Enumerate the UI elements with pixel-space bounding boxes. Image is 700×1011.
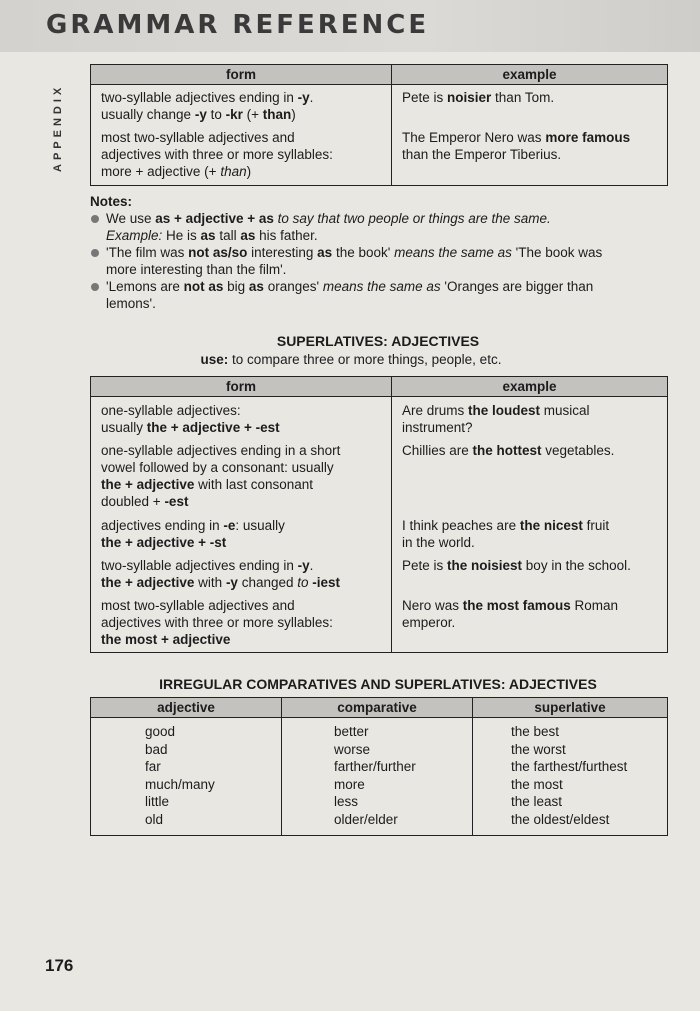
page-number: 176 [45, 956, 74, 975]
comparatives-header-form: form [91, 65, 392, 85]
list-item: more [334, 776, 365, 792]
list-item: worse [334, 741, 371, 757]
superlatives-form-cell: one-syllable adjectives ending in a short vowel followed by a consonant: usually the + adjective with last consonant doubled + -est [91, 439, 392, 513]
superlatives-header-form: form [91, 377, 392, 397]
use-text: to compare three or more things, people, etc. [228, 352, 502, 367]
superlative-column [473, 718, 668, 836]
table-row [91, 594, 668, 653]
list-item: old [145, 811, 164, 827]
comparatives-form-cell: most two-syllable adjectives and adjectives with three or more syllables: more + adjective (+ than) [91, 126, 392, 186]
comparatives-example-cell: Pete is noisier than Tom. [392, 85, 668, 127]
table-row [91, 126, 668, 186]
bullet-icon [91, 249, 99, 257]
list-item: the least [511, 794, 563, 810]
comparative-column [282, 718, 473, 836]
list-item: older/elder [334, 811, 398, 827]
table-row [91, 439, 668, 513]
list-item: less [334, 794, 359, 810]
irregular-table [90, 697, 668, 836]
list-item: the farthest/furthest [511, 759, 628, 775]
table-row [91, 397, 668, 440]
superlatives-form-cell: two-syllable adjectives ending in -y. the + adjective with -y changed to -iest [91, 554, 392, 594]
superlatives-example-cell: I think peaches are the nicest fruit in the world. [392, 513, 668, 554]
table-row [91, 513, 668, 554]
superlatives-title: SUPERLATIVES: ADJECTIVES [276, 333, 480, 349]
list-item: much/many [145, 776, 215, 792]
superlatives-use-line [0, 352, 700, 367]
superlatives-form-cell: most two-syllable adjectives and adjectives with three or more syllables: the most + adjective [91, 594, 392, 653]
adjective-column [91, 718, 282, 836]
superlatives-example-cell: Nero was the most famous Roman emperor. [392, 594, 668, 653]
table-row [91, 718, 668, 836]
page-title: GRAMMAR REFERENCE [46, 10, 430, 40]
superlatives-table [90, 376, 668, 653]
superlatives-header-example: example [392, 377, 668, 397]
comparatives-table [90, 64, 668, 186]
comparatives-example-cell: The Emperor Nero was more famous than the Emperor Tiberius. [392, 126, 668, 186]
list-item: the most [511, 776, 563, 792]
superlatives-example-cell: Chillies are the hottest vegetables. [392, 439, 668, 513]
superlatives-example-cell: Are drums the loudest musical instrument? [392, 397, 668, 440]
list-item: farther/further [334, 759, 416, 775]
list-item: little [145, 794, 170, 810]
comparatives-header-example: example [392, 65, 668, 85]
list-item: better [334, 724, 369, 739]
use-label: use: [200, 352, 229, 367]
irregular-title: IRREGULAR COMPARATIVES AND SUPERLATIVES: ADJECTIVES [159, 676, 597, 692]
list-item: far [145, 759, 161, 775]
notes-section [90, 193, 650, 312]
note-text: 'The film was not as/so interesting as the book' means the same as 'The book was more interesting than the film'. [106, 245, 603, 277]
list-item: good [145, 724, 176, 739]
list-item: the oldest/eldest [511, 811, 610, 827]
table-row [91, 554, 668, 594]
list-item: the best [511, 724, 560, 739]
notes-title: Notes: [90, 194, 133, 209]
list-item: bad [145, 741, 168, 757]
table-row [91, 85, 668, 127]
bullet-icon [91, 283, 99, 291]
irregular-header-comparative: comparative [282, 698, 473, 718]
superlatives-form-cell: one-syllable adjectives: usually the + adjective + -est [91, 397, 392, 440]
list-item: the worst [511, 741, 566, 757]
irregular-header-superlative: superlative [473, 698, 668, 718]
irregular-header-adjective: adjective [91, 698, 282, 718]
superlatives-form-cell: adjectives ending in -e: usually the + adjective + -st [91, 513, 392, 554]
note-item [90, 278, 650, 312]
note-text: We use as + adjective + as to say that two people or things are the same. Example: He is as tall as his father. [106, 211, 551, 243]
note-item [90, 210, 650, 244]
note-item [90, 244, 650, 278]
appendix-side-label: APPENDIX [52, 83, 64, 172]
bullet-icon [91, 215, 99, 223]
comparatives-form-cell: two-syllable adjectives ending in -y. usually change -y to -kr (+ than) [91, 85, 392, 127]
superlatives-example-cell: Pete is the noisiest boy in the school. [392, 554, 668, 594]
note-text: 'Lemons are not as big as oranges' means the same as 'Oranges are bigger than lemons'. [106, 279, 594, 311]
